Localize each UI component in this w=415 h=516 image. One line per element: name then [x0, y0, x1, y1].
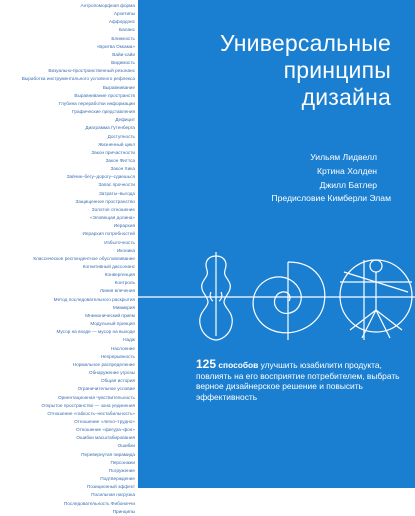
- tagline-text: улучшить юзабилити продукта, повлиять на его восприятие потребителем, выбрать верное дизайнерское решение и повысить эффективность: [196, 360, 400, 402]
- list-item: Доступность: [107, 133, 135, 139]
- list-item: Открытое пространство — зона уединения: [41, 402, 135, 408]
- list-item: Мусор на входе — мусор на выходе: [56, 329, 135, 335]
- list-item: Аффордэнс: [108, 19, 135, 25]
- title-line: дизайна: [301, 84, 391, 110]
- principles-list-panel: [0, 0, 138, 514]
- list-item: Ошибки: [117, 443, 135, 449]
- list-item: Запас прочности: [98, 182, 135, 188]
- list-item: Визуально-пространственный резонанс: [48, 68, 135, 74]
- list-item: Ориентационная чувствительность: [58, 394, 135, 400]
- list-item: Закон Хика: [110, 166, 135, 172]
- list-item: Перевернутая пирамида: [81, 451, 135, 457]
- list-item: Ближность: [111, 35, 135, 41]
- list-item: Глубина переработки информации: [58, 100, 135, 106]
- list-item: Иерархия потребностей: [82, 231, 135, 237]
- list-item: Конвергенция: [104, 272, 135, 278]
- list-item: Последовательность Фибоначчи: [63, 500, 135, 506]
- list-item: Ошибки масштабирования: [76, 435, 135, 441]
- cover-panel: [138, 0, 415, 488]
- list-item: Видимость: [111, 60, 135, 66]
- list-item: Диаграмма Гутенберга: [85, 125, 135, 131]
- list-item: Отношение «фигура–фон»: [75, 427, 135, 433]
- list-item: Иконика: [116, 247, 135, 253]
- list-item: Иерархия: [113, 223, 135, 229]
- list-item: Контроль: [114, 280, 135, 286]
- list-item: Избыточность: [104, 239, 135, 245]
- list-item: Вайи-сайи: [112, 51, 135, 57]
- list-item: Линия влечения: [99, 288, 135, 294]
- list-item: Модульный принцип: [90, 321, 135, 327]
- author: Джилл Батлер: [319, 180, 377, 190]
- list-item: Баланс: [119, 27, 135, 33]
- list-item: Когнитивный диссонанс: [82, 264, 135, 269]
- list-item: Выравнивание пространств: [74, 92, 135, 98]
- list-item: Золотое отношение: [91, 206, 135, 212]
- vitruvian-man-icon: [340, 260, 412, 340]
- title-line: принципы: [283, 57, 391, 83]
- nautilus-spiral-icon: [253, 262, 325, 340]
- author: Уильям Лидвелл: [310, 152, 377, 162]
- list-item: Отношение «габкость–нестабильность»: [47, 410, 135, 416]
- list-item: Посильная нагрузка: [91, 492, 135, 498]
- list-item: Дефицит: [115, 117, 135, 123]
- list-item: Ограничительное условие: [77, 386, 135, 392]
- list-item: «Бритва Оккама»: [96, 43, 135, 49]
- list-item: Графические представления: [72, 109, 135, 115]
- list-item: Затраты–выгода: [98, 190, 135, 196]
- list-item: Наслоение: [110, 345, 135, 351]
- list-item: Выравнивание: [102, 84, 135, 90]
- author: Кртина Холден: [316, 166, 377, 176]
- list-item: Выработка инструментального условного рефлекса: [21, 76, 135, 82]
- list-item: Закон Фиттса: [105, 157, 135, 163]
- principles-list: [22, 2, 135, 516]
- list-item: Защищенное пространство: [75, 198, 135, 204]
- foreword: Предисловие Кимберли Элам: [271, 193, 391, 203]
- list-item: Погружение: [108, 467, 135, 473]
- tagline-number: 125: [196, 357, 217, 371]
- authors: [310, 150, 377, 192]
- list-item: Персонажи: [110, 459, 135, 465]
- list-item: Архетипы: [113, 11, 135, 17]
- list-item: Принципы: [112, 508, 135, 514]
- list-item: Метод последовательного раскрытия: [53, 296, 135, 302]
- title-line: Универсальные: [220, 30, 391, 56]
- list-item: Обнаружение угрозы: [88, 370, 135, 376]
- list-item: Надж: [123, 337, 135, 343]
- list-item: Нормальное распределение: [72, 361, 135, 367]
- list-item: Общая история: [100, 378, 135, 384]
- list-item: Антропоморфная форма: [80, 3, 135, 8]
- list-item: Отношение «легко–трудно»: [74, 418, 135, 424]
- list-item: «Эловещая долина»: [90, 215, 135, 221]
- cover-illustration: [138, 252, 415, 342]
- list-item: Классическое респондентное обусловливание: [33, 255, 135, 261]
- list-item: Закон причастности: [91, 149, 135, 155]
- list-item: Непрерывность: [100, 353, 135, 359]
- tagline: [196, 359, 410, 402]
- list-item: Мнемонический прием: [85, 312, 135, 318]
- list-item: Жизненный цикл: [98, 141, 135, 147]
- list-item: Подтверждение: [100, 476, 135, 482]
- list-item: Зайчик–бегу–дорогу–сдаешься: [66, 174, 135, 180]
- tagline-bold-word: способов: [218, 360, 259, 370]
- list-item: Мимикрия: [112, 304, 135, 310]
- list-item: Позиционный эффект: [86, 484, 135, 490]
- violin-icon: [200, 252, 233, 340]
- book-title: [138, 30, 391, 111]
